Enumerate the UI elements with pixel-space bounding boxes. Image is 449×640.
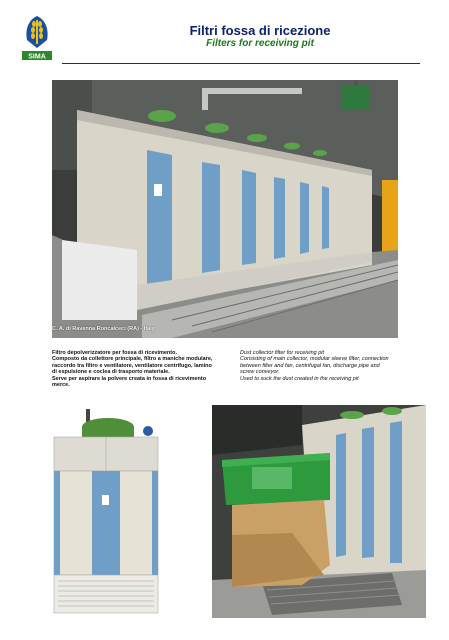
single-filter-photo xyxy=(50,405,162,615)
description-line: Dust collector filter for receiving pit xyxy=(240,350,325,356)
header-divider xyxy=(62,63,420,64)
page-subtitle: Filters for receiving pit xyxy=(206,38,314,49)
main-filter-photo xyxy=(52,80,398,338)
description-line: Used to suck the dust created in the receiving pit xyxy=(240,375,359,382)
sima-logo xyxy=(22,14,52,60)
description-line: screw conveyor. xyxy=(240,369,280,376)
truck-unloading-photo xyxy=(212,405,426,618)
description-line: Serve per aspirare la polvere creata in fossa di ricevimento xyxy=(52,375,207,382)
description-line: merce. xyxy=(52,382,70,389)
description-line: Consisting of main collector, modular sleeve filter, connection xyxy=(240,356,389,363)
description-line: between filter and fan, centrifugal fan, discharge pipe and xyxy=(240,362,380,369)
page-title: Filtri fossa di ricezione xyxy=(189,23,331,38)
photo-caption: C. A. di Ravenna Roncalceci (RA) - Italy xyxy=(52,326,155,332)
description-line: di espulsione e coclea di trasporto materiale. xyxy=(52,369,170,376)
description-line: Filtro depolverizzatore per fossa di ricevimento. xyxy=(52,350,178,356)
description-line: raccordo tra filtro e ventilatore, ventilatore centrifugo, lamino xyxy=(52,362,212,369)
description-english xyxy=(240,350,420,382)
description-italian xyxy=(52,350,230,388)
description-line: Composto da collettore principale, filtro a maniche modulare, xyxy=(52,356,213,363)
logo-text: SIMA xyxy=(28,53,46,60)
